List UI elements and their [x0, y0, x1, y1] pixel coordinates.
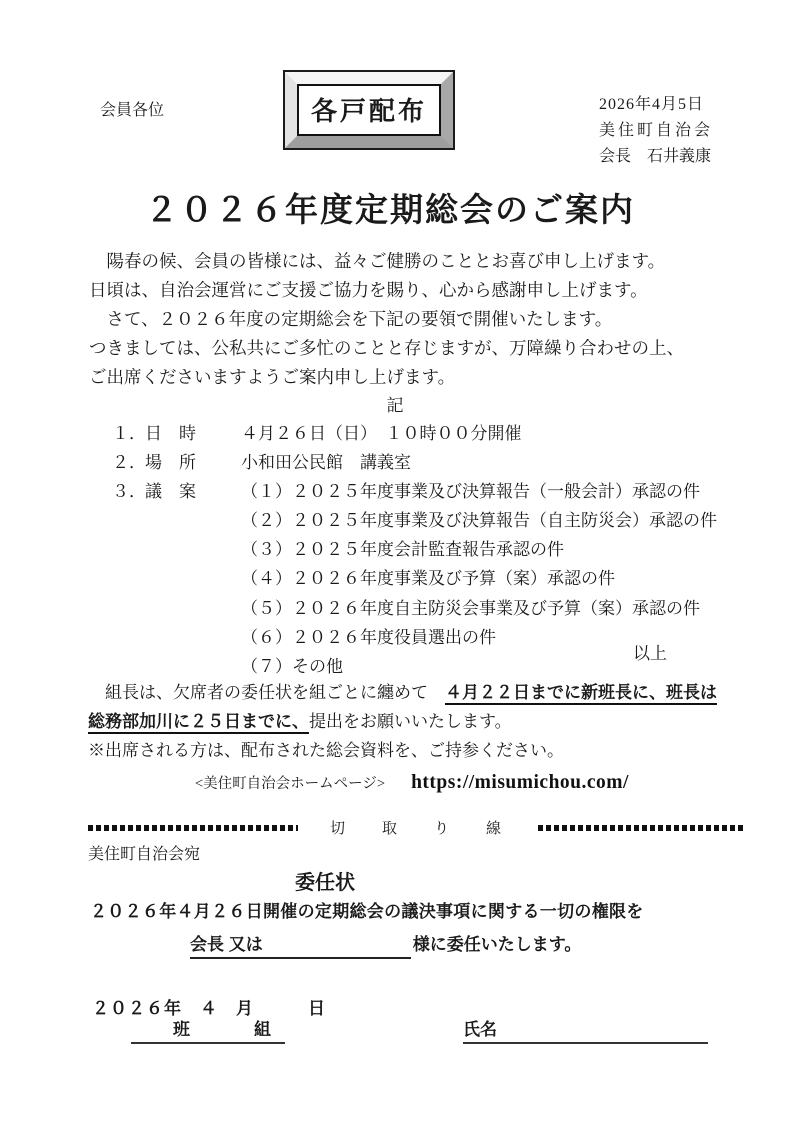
list-row-agenda	[112, 477, 717, 506]
intro-line: ご出席くださいますようご案内申し上げます。	[89, 367, 456, 387]
cut-line-label: 切 取 り 線	[330, 821, 513, 837]
item-label: 議 案	[145, 482, 196, 502]
homepage-line	[0, 772, 800, 794]
issue-date: 2026年4月5日	[599, 96, 705, 113]
cut-line	[88, 817, 745, 838]
agenda-item: （５）２０２６年度自主防災会事業及び予算（案）承認の件	[241, 598, 700, 618]
recipient-label: 会員各位	[100, 102, 165, 119]
agenda-item: （１）２０２５年度事業及び決算報告（一般会計）承認の件	[241, 482, 700, 502]
proxy-statement: ２０２６年４月２６日開催の定期総会の議決事項に関する一切の権限を	[90, 902, 644, 921]
name-field	[463, 1016, 708, 1044]
intro-paragraph	[89, 247, 684, 392]
intro-line: つきましては、公私共にご多忙のことと存じますが、万障繰り合わせの上、	[89, 338, 684, 358]
organization-name: 美住町自治会	[599, 122, 714, 139]
homepage-label: <美住町自治会ホームページ>	[195, 776, 386, 792]
dotted-rule-right	[538, 825, 745, 831]
document-title: ２０２６年度定期総会のご案内	[145, 191, 635, 228]
proxy-form-title: 委任状	[295, 872, 355, 894]
submission-paragraph	[88, 678, 717, 765]
notice-list	[112, 419, 717, 681]
submission-lead: 組長は、欠席者の委任状を組ごとに纏めて	[88, 683, 445, 702]
item-label: 日 時	[145, 424, 196, 443]
submission-line	[88, 707, 717, 736]
delegate-prefix: 会長 又は	[190, 935, 263, 954]
agenda-item: （２）２０２５年度事業及び決算報告（自主防災会）承認の件	[241, 511, 717, 531]
list-row-venue	[112, 448, 717, 477]
delegate-underlined-segment	[190, 930, 411, 959]
group-unit-field	[131, 1016, 285, 1044]
proxy-date-line: ２０２６年 ４ 月 日	[92, 999, 326, 1018]
notice-heading: 記	[386, 396, 404, 415]
item-label: 場 所	[145, 453, 196, 473]
closing-text: 以上	[633, 644, 667, 663]
list-row-datetime	[112, 419, 717, 448]
agenda-item: （７）その他	[241, 656, 343, 676]
sender-block	[599, 92, 713, 170]
stamp-label: 各戸配布	[297, 84, 441, 136]
item-number: ２．	[112, 453, 146, 473]
item-number: ３．	[112, 482, 146, 502]
item-value: ４月２６日（日） １０時００分開催	[241, 424, 522, 443]
deadline-emphasis: ４月２２日までに新班長に、班長は	[445, 683, 717, 705]
submission-line	[88, 678, 717, 707]
agenda-item: （６）２０２６年度役員選出の件	[241, 627, 496, 647]
name-label: 氏名	[463, 1020, 497, 1039]
delegate-suffix: 様に委任いたします。	[412, 935, 582, 954]
item-value: 小和田公民館 講義室	[241, 453, 411, 473]
president-name: 会長 石井義康	[599, 148, 712, 165]
stamp-bevel-frame	[285, 72, 453, 148]
delegate-line	[190, 930, 581, 959]
agenda-item: （３）２０２５年度会計監査報告承認の件	[241, 540, 564, 560]
group-label: 班	[173, 1020, 190, 1039]
agenda-item: （４）２０２６年度事業及び予算（案）承認の件	[241, 569, 615, 589]
proxy-addressee: 美住町自治会宛	[88, 846, 201, 863]
deadline-emphasis: 総務部加川に２５日までに、	[88, 712, 309, 734]
distribution-stamp	[283, 70, 455, 150]
unit-label: 組	[254, 1020, 271, 1039]
item-number: １．	[112, 424, 146, 443]
intro-line: さて、２０２６年度の定期総会を下記の要領で開催いたします。	[89, 309, 613, 329]
submission-note: ※出席される方は、配布された総会資料を、ご持参ください。	[88, 741, 564, 760]
submission-tail: 提出をお願いいたします。	[309, 712, 512, 731]
intro-line: 陽春の候、会員の皆様には、益々ご健勝のこととお喜び申し上げます。	[89, 251, 666, 271]
dotted-rule-left	[88, 825, 298, 831]
intro-line: 日頃は、自治会運営にご支援ご協力を賜り、心から感謝申し上げます。	[89, 280, 648, 300]
homepage-url[interactable]: https://misumichou.com/	[411, 772, 629, 793]
